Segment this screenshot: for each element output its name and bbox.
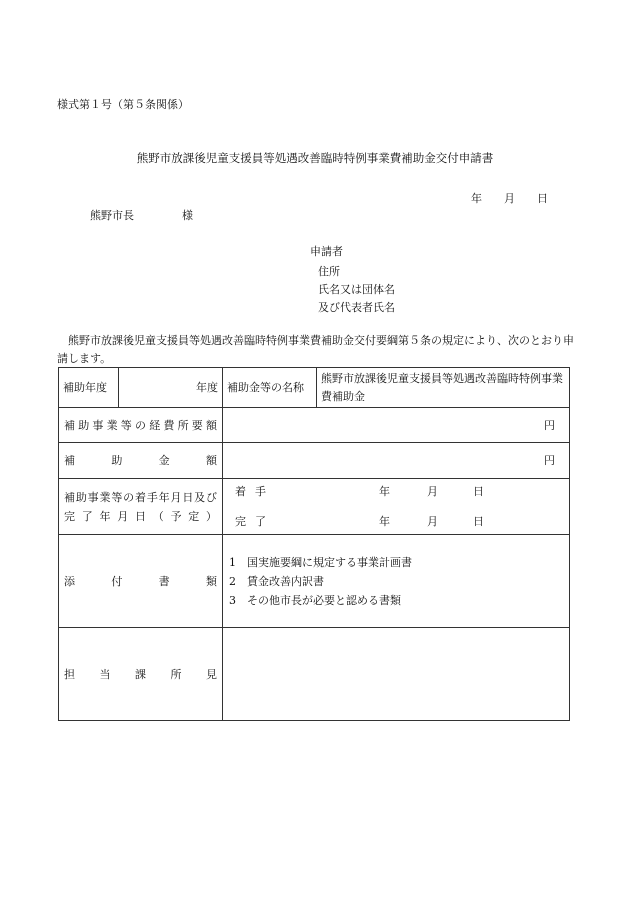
row-department-opinion <box>59 628 570 721</box>
end-month-label: 月 <box>427 515 438 528</box>
end-year-label: 年 <box>379 515 390 528</box>
attachments-list <box>223 535 570 628</box>
fiscal-year-label: 補助年度 <box>59 368 119 408</box>
project-period-field[interactable] <box>223 479 570 535</box>
department-opinion-label: 担当課所見 <box>64 667 217 681</box>
attachment-item-3: 3 その他市長が必要と認める書類 <box>229 593 401 607</box>
end-date-row <box>223 513 569 530</box>
fiscal-year-unit: 年度 <box>196 381 218 394</box>
applicant-address-label: 住所 <box>318 265 340 278</box>
project-period-label-line1: 補助事業等の着手年月日及び <box>64 490 217 504</box>
start-day-label: 日 <box>473 485 484 498</box>
row-attachments <box>59 535 570 628</box>
row-required-expense <box>59 408 570 443</box>
application-form-table <box>58 367 570 721</box>
application-date <box>471 190 548 206</box>
required-expense-field[interactable] <box>223 408 570 443</box>
subsidy-name-label: 補助金等の名称 <box>223 368 317 408</box>
addressee-name: 熊野市長 <box>90 209 134 222</box>
row-fiscal-year <box>59 368 570 408</box>
attachment-item-1: 1 国実施要綱に規定する事業計画書 <box>229 555 412 569</box>
attachments-label: 添付書類 <box>64 574 217 588</box>
row-subsidy-amount <box>59 443 570 479</box>
subsidy-name-value: 熊野市放課後児童支援員等処遇改善臨時特例事業費補助金 <box>317 368 570 408</box>
subsidy-amount-label: 補助金額 <box>64 454 217 467</box>
applicant-representative-label: 及び代表者氏名 <box>318 301 395 314</box>
start-date-row <box>223 483 569 500</box>
date-day-label: 日 <box>537 192 548 205</box>
start-label: 着手 <box>235 485 275 498</box>
applicant-heading: 申請者 <box>310 245 343 258</box>
addressee <box>90 207 193 223</box>
addressee-honorific: 様 <box>182 209 193 222</box>
project-period-label-line2: 完了年月日（予定） <box>64 509 217 523</box>
start-month-label: 月 <box>427 485 438 498</box>
fiscal-year-field[interactable] <box>119 368 223 408</box>
required-expense-label: 補助事業等の経費所要額 <box>64 418 217 432</box>
subsidy-amount-field[interactable] <box>223 443 570 479</box>
applicant-name-label: 氏名又は団体名 <box>318 283 395 296</box>
attachment-item-2: 2 賃金改善内訳書 <box>229 574 324 588</box>
subsidy-amount-unit: 円 <box>544 454 555 467</box>
date-month-label: 月 <box>504 192 515 205</box>
row-project-period <box>59 479 570 535</box>
form-number: 様式第１号（第５条関係） <box>57 98 189 111</box>
end-day-label: 日 <box>473 515 484 528</box>
form-title: 熊野市放課後児童支援員等処遇改善臨時特例事業費補助金交付申請書 <box>136 151 494 165</box>
end-label: 完了 <box>235 515 275 528</box>
required-expense-unit: 円 <box>544 418 555 432</box>
start-year-label: 年 <box>379 485 390 498</box>
department-opinion-field[interactable] <box>223 628 570 721</box>
date-year-label: 年 <box>471 192 482 205</box>
application-statement: 熊野市放課後児童支援員等処遇改善臨時特例事業費補助金交付要綱第５条の規定により、次のとおり申請します。 <box>57 334 574 365</box>
